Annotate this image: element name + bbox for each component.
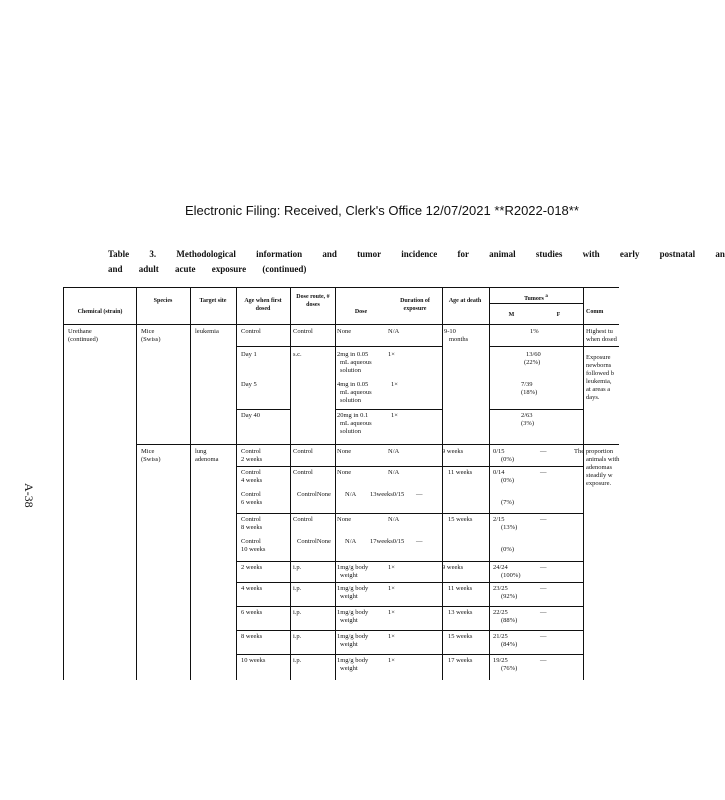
b1r2-dose-c: solution <box>340 367 361 374</box>
b2-f: — <box>540 657 547 664</box>
header-tumors: Tumors $^a$ <box>524 294 548 302</box>
b2-age: Control <box>241 538 261 545</box>
b1r2-age: Day 1 <box>241 351 257 358</box>
b2-dose: 1mg/g body <box>337 633 369 640</box>
filing-stamp: Electronic Filing: Received, Clerk's Office 12/07/2021 **R2022-018** <box>185 203 579 218</box>
b2-dose-sub: weight <box>340 617 358 624</box>
b2-dose-sub: weight <box>340 641 358 648</box>
b2-m: 21/25 <box>493 633 508 640</box>
target-1: leukemia <box>195 328 219 335</box>
b2-dose-sub: weight <box>340 572 358 579</box>
b2-dur: N/A <box>388 469 400 476</box>
b2-f: — <box>540 564 547 571</box>
b2-m-pct: (100%) <box>501 572 521 579</box>
header-comments: Comm <box>586 309 604 315</box>
b2-m: 0/15 <box>493 448 505 455</box>
b2-m: 24/24 <box>493 564 508 571</box>
b2-dur: N/A <box>388 448 400 455</box>
b1r3-dose-b: mL aqueous <box>340 389 372 396</box>
b2-age: Control <box>241 469 261 476</box>
b2-f: — <box>540 469 547 476</box>
comment-3a: The proportion <box>574 448 614 455</box>
comment-2c: followed b <box>586 370 614 377</box>
b2-age: 8 weeks <box>241 633 263 640</box>
b2-death: 9 weeks <box>442 564 464 571</box>
b2-m: 0/14 <box>493 469 505 476</box>
b2-death: 11 weeks <box>448 585 473 592</box>
chemical-name: Urethane <box>68 328 92 335</box>
b2-m-pct: (7%) <box>501 499 514 506</box>
comment-3d: steadily w <box>586 472 613 479</box>
b2-dur: N/A <box>388 516 400 523</box>
b2-dose: 1mg/g body <box>337 585 369 592</box>
b2-route: ControlNone <box>297 491 331 498</box>
species-1: Mice <box>141 328 155 335</box>
b2-m-pct: (13%) <box>501 524 518 531</box>
b2-m-pct: (76%) <box>501 665 518 672</box>
b2-age: 10 weeks <box>241 657 266 664</box>
b2-dur: 17weeks0/15 <box>370 538 405 545</box>
b2-dur: 1× <box>388 564 395 571</box>
b1r4-mf-a: 2/63 <box>521 412 533 419</box>
b1r1-age: Control <box>241 328 261 335</box>
comment-2d: leukemia, <box>586 378 612 385</box>
b2-death: 13 weeks <box>448 609 473 616</box>
b2-dur: 1× <box>388 633 395 640</box>
b1r1-dur: N/A <box>388 328 400 335</box>
b2-route: Control <box>293 448 313 455</box>
b2-dur: 1× <box>388 657 395 664</box>
b2-dose: None <box>337 448 352 455</box>
b2-m-pct: (0%) <box>501 477 514 484</box>
b2-m-pct: (88%) <box>501 617 518 624</box>
b2-route: i.p. <box>293 609 302 616</box>
b2-dose: N/A <box>345 491 357 498</box>
b1r3-dur: 1× <box>391 381 398 388</box>
b2-m-pct: (92%) <box>501 593 518 600</box>
b2-dur: 13weeks0/15 <box>370 491 405 498</box>
comment-1b: when dosed <box>586 336 617 343</box>
b2-age: 4 weeks <box>241 585 263 592</box>
b2-route: i.p. <box>293 657 302 664</box>
b2-dose-sub: weight <box>340 665 358 672</box>
comment-2a: Exposure <box>586 354 611 361</box>
b1r3-dose-c: solution <box>340 397 361 404</box>
b2-m: 2/15 <box>493 516 505 523</box>
b2-f: — <box>416 538 423 545</box>
b2-f: — <box>540 633 547 640</box>
comment-3b: animals with <box>586 456 620 463</box>
b2-dose-sub: weight <box>340 593 358 600</box>
b2-dose: 1mg/g body <box>337 564 369 571</box>
comment-3e: exposure. <box>586 480 612 487</box>
b2-age-sub: 6 weeks <box>241 499 263 506</box>
b2-age: Control <box>241 491 261 498</box>
b2-age-sub: 4 weeks <box>241 477 263 484</box>
row-divider <box>236 654 583 655</box>
b2-death: 9 weeks <box>442 448 464 455</box>
b2-f: — <box>540 585 547 592</box>
b1r2-dur: 1× <box>388 351 395 358</box>
b2-dose: None <box>337 469 352 476</box>
b1r2-mf-b: (22%) <box>524 359 541 366</box>
species-1-strain: (Swiss) <box>141 336 161 343</box>
b2-m-pct: (84%) <box>501 641 518 648</box>
b2-route: i.p. <box>293 564 302 571</box>
row-divider <box>236 630 583 631</box>
b2-age: 2 weeks <box>241 564 263 571</box>
header-m: M <box>508 312 515 318</box>
b2-m-pct: (0%) <box>501 456 514 463</box>
b2-age: Control <box>241 448 261 455</box>
b1r2-mf-a: 13/60 <box>526 351 541 358</box>
b2-route: i.p. <box>293 585 302 592</box>
b2-death: 11 weeks <box>448 469 473 476</box>
b1r3-mf-a: 7/39 <box>521 381 533 388</box>
b2-m: 22/25 <box>493 609 508 616</box>
row-divider <box>236 466 583 467</box>
b2-route: ControlNone <box>297 538 331 545</box>
header-age: Age when first dosed <box>244 298 282 312</box>
b2-f: — <box>540 448 547 455</box>
header-route: Dose route, # doses <box>296 294 330 308</box>
b1r3-age: Day 5 <box>241 381 257 388</box>
b2-dose: None <box>337 516 352 523</box>
header-species: Species <box>153 298 173 304</box>
species-2-strain: (Swiss) <box>141 456 161 463</box>
header-duration: Duration of exposure <box>400 298 430 312</box>
b2-dur: 1× <box>388 609 395 616</box>
target-2: lung <box>195 448 207 455</box>
b2-death: 15 weeks <box>448 633 473 640</box>
row-divider <box>236 606 583 607</box>
b1r4-dose-a: 20mg in 0.1 <box>337 412 369 419</box>
b1r2-route: s.c. <box>293 351 302 358</box>
caption-line-1: Table 3. Methodological information and tumor incidence for animal studies with early postnatal an <box>108 249 725 259</box>
b2-dose: 1mg/g body <box>337 609 369 616</box>
b2-age-sub: 2 weeks <box>241 456 263 463</box>
b1r1-dose: None <box>337 328 352 335</box>
data-table <box>63 287 619 680</box>
chemical-note: (continued) <box>68 336 98 343</box>
caption-line-2: and adult acute exposure (continued) <box>108 264 307 274</box>
header-dose: Dose <box>354 309 368 315</box>
species-2: Mice <box>141 448 155 455</box>
header-target: Target site <box>199 298 227 304</box>
comment-2f: days. <box>586 394 600 401</box>
b2-age: Control <box>241 516 261 523</box>
page-number: A-38 <box>22 483 36 508</box>
table-caption <box>108 247 725 277</box>
b2-route: i.p. <box>293 633 302 640</box>
b2-age: 6 weeks <box>241 609 263 616</box>
comment-2b: newborns <box>586 362 612 369</box>
b2-dose: N/A <box>345 538 357 545</box>
header-age-death: Age at death <box>448 298 482 304</box>
b2-f: — <box>540 609 547 616</box>
b2-death: 17 weeks <box>448 657 473 664</box>
b1r3-mf-b: (18%) <box>521 389 538 396</box>
row-divider <box>236 513 583 514</box>
comment-2e: at areas a <box>586 386 611 393</box>
b2-m: 19/25 <box>493 657 508 664</box>
comment-3c: adenomas <box>586 464 612 471</box>
b1r1-mf: 1% <box>530 328 539 335</box>
header-chemical: Chemical (strain) <box>77 309 123 315</box>
b2-route: Control <box>293 469 313 476</box>
b1r2-dose-a: 2mg in 0.05 <box>337 351 369 358</box>
b1r2-dose-b: mL aqueous <box>340 359 372 366</box>
comment-1a: Highest tu <box>586 328 613 335</box>
b1r4-dur: 1× <box>391 412 398 419</box>
b2-m: 23/25 <box>493 585 508 592</box>
b2-f: — <box>416 491 423 498</box>
b2-death: 15 weeks <box>448 516 473 523</box>
b1r4-dose-b: mL aqueous <box>340 420 372 427</box>
header-f: F <box>556 312 561 318</box>
b2-dur: 1× <box>388 585 395 592</box>
b2-route: Control <box>293 516 313 523</box>
b2-age-sub: 8 weeks <box>241 524 263 531</box>
b2-m-pct: (0%) <box>501 546 514 553</box>
row-divider <box>236 561 583 562</box>
b2-dose: 1mg/g body <box>337 657 369 664</box>
b2-age-sub: 10 weeks <box>241 546 266 553</box>
b2-f: — <box>540 516 547 523</box>
target-2b: adenoma <box>195 456 219 463</box>
b1r3-dose-a: 4mg in 0.05 <box>337 381 369 388</box>
age-death-1-unit: months <box>449 336 469 343</box>
b1r4-mf-b: (3%) <box>521 420 534 427</box>
b1r4-dose-c: solution <box>340 428 361 435</box>
row-divider <box>236 582 583 583</box>
b1r4-age: Day 40 <box>241 412 260 419</box>
b1r1-route: Control <box>293 328 313 335</box>
age-death-1: 9-10 <box>444 328 456 335</box>
